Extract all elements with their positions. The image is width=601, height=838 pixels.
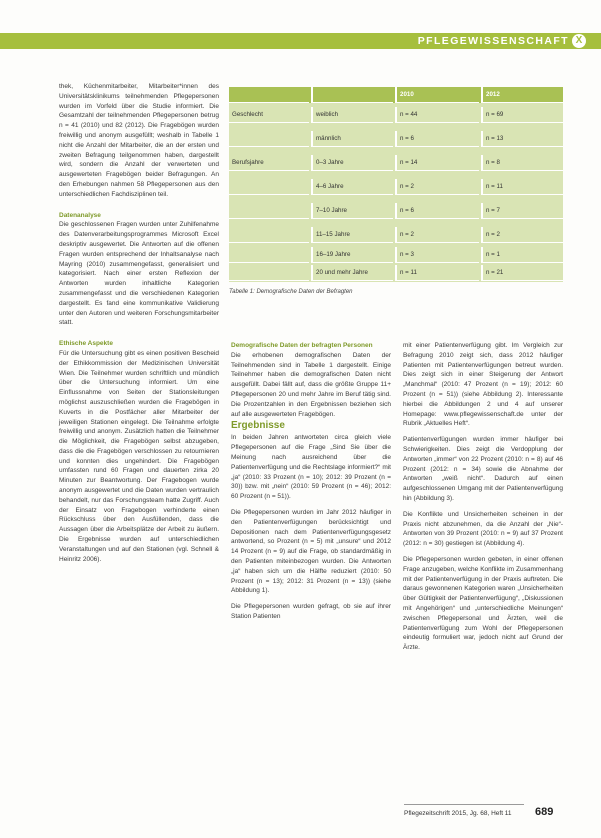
table-cell: n = 6 — [395, 203, 479, 219]
footer-journal-citation: Pflegezeitschrift 2015, Jg. 68, Heft 11 — [404, 810, 512, 817]
table-caption: Tabelle 1: Demografische Daten der Befragten — [229, 289, 353, 295]
table-header-cell: 2012 — [481, 87, 563, 103]
table-cell — [229, 265, 309, 281]
table-cell: n = 2 — [481, 227, 563, 243]
text-column-right — [403, 341, 563, 653]
section-header-label: PFLEGEWISSENSCHAFT — [417, 35, 569, 47]
table-row — [229, 265, 563, 281]
table-row — [229, 107, 563, 123]
paragraph: Für die Untersuchung gibt es einen positiven Bescheid der Ethikkommission der Medizinischen Universität Wien. Die Teilnehmer wurden schriftlich und mündlich über die Untersuchung informiert. Um eine Einflussnahme von Seiten der Stationsleitungen möglichst auszuschließen wurden die Fragebögen in Kuverts in die Postfächer aller Mitarbeiter der jeweiligen Stationen eingelegt. Die Teilnahme erfolgte freiwillig und anonym. Zusätzlich hatten die Teilnehmer die Möglichkeit, die Fragebögen selbst abzugeben, dass die die Fragebögen verschlossen zu retournieren und konnten dies ungehindert. Die Fragebögen umfassten rund 60 Fragen und dauerten zirka 20 Minuten zur Beantwortung. Der Fragebogen wurde anonym ausgewertet und die Daten wurden vertraulich behandelt, nur das Forschungsteam hatte Zugriff. Auch der Einsatz von Fragebogen verhinderte einen Rückschluss über den Ausfüllenden, dass die Aussagen über die Arbeitsplätze der Arbeit zu äußern. Die Ergebnisse wurden auf unterschiedlichen Veranstaltungen und auf den Stationen (vgl. Schnell & Heinritz 2006). — [59, 349, 219, 563]
page-number: 689 — [535, 806, 554, 818]
table-cell: 16–19 Jahre — [311, 247, 393, 263]
text-column-middle — [231, 341, 391, 622]
table-row — [229, 131, 563, 147]
table-cell: 4–6 Jahre — [311, 179, 393, 195]
table-cell — [229, 179, 309, 195]
subheading-data-analysis: Datenanalyse — [59, 211, 101, 219]
paragraph: Die geschlossenen Fragen wurden unter Zuhilfenahme des Datenverarbeitungsprogrammes Microsoft Excel deskriptiv ausgewertet. Die Antworten auf die offenen Fragen wurden entsprechend der Inhaltsanalyse nach Mayring (2010) zusammengefasst, generalisiert und kategorisiert. Nach einer ersten Reflexion der Antworten wurden inhaltliche Kategorien zusammengefasst und die verschiedenen Kategorien dargestellt. Es fand eine kommunikative Validierung unter den Autoren und weiteren Forschungsmitarbeiter statt. — [59, 221, 219, 327]
table-header-cell: 2010 — [395, 87, 479, 103]
table-cell: 0–3 Jahre — [311, 155, 393, 171]
table-cell: weiblich — [311, 107, 393, 123]
section-badge-icon: X — [572, 34, 586, 48]
table-cell: Geschlecht — [229, 107, 309, 123]
table-cell: männlich — [311, 131, 393, 147]
table-header-cell — [229, 87, 309, 103]
table-cell: n = 44 — [395, 107, 479, 123]
table-cell: n = 8 — [481, 155, 563, 171]
paragraph: Die Pflegepersonen wurden gebeten, in einer offenen Frage anzugeben, welche Konflikte im Zusammenhang mit der Patientenverfügung in der Praxis auftreten. Die daraus gewonnenen Kategorien waren „Unsicherheiten über Gültigkeit der Patientenverfügung“, „Diskussionen mit Angehörigen“ und „unterschiedliche Meinungen“ zwischen Pflegepersonal und Ärzten, weil die Patientenverfügung zum Wohl der Pflegepersonen eindeutig formuliert war, jedoch nicht auf Grund der Ärzte. — [403, 555, 563, 652]
table-cell: n = 2 — [395, 179, 479, 195]
section-heading-results: Ergebnisse — [231, 420, 285, 432]
paragraph: Die Pflegepersonen wurden gefragt, ob sie auf ihrer Station Patienten — [231, 603, 391, 620]
paragraph: Die erhobenen demografischen Daten der Teilnehmenden sind in Tabelle 1 dargestellt. Einige Teilnehmer haben die demografischen Daten nicht ausgefüllt. Dabei fällt auf, dass die größte Gruppe 11+ Pflegepersonen 20 und mehr Jahre im Beruf tätig sind. Die Prozentzahlen in den Ergebnissen beziehen sich auf alle ausgewerteten Fragebögen. — [231, 351, 391, 418]
table-cell — [229, 247, 309, 263]
table-cell: 7–10 Jahre — [311, 203, 393, 219]
table-cell: n = 13 — [481, 131, 563, 147]
paragraph: Patientenverfügungen wurden immer häufiger bei Schwierigkeiten. Dies zeigt die Verdopplung der Antworten „immer“ von 22 Prozent (2010: n = 8) auf 46 Prozent (2012: n = 34) sowie die Abnahme der Antworten „weiß nicht“. Dadurch auf einen aufgeschlossenen Umgang mit der Patientenverfügung hin (Abbildung 3). — [403, 436, 563, 502]
table-cell: n = 2 — [395, 227, 479, 243]
table-cell: n = 3 — [395, 247, 479, 263]
table-cell — [229, 227, 309, 243]
table-cell: n = 21 — [481, 265, 563, 281]
table-cell: Berufsjahre — [229, 155, 309, 171]
table-row — [229, 227, 563, 243]
table-cell: 20 und mehr Jahre — [311, 265, 393, 281]
footer-divider — [404, 804, 524, 805]
subheading-ethics: Ethische Aspekte — [59, 340, 113, 348]
paragraph: thek, Küchenmitarbeiter, Mitarbeiter*innen des Universitätsklinikums teilnehmenden Pflegepersonen wurden im Vorfeld über die Studie informiert. Die Gesamtzahl der teilnehmenden Pflegepersonen betrug n = 41 (2010) und 82 (2012). Die Fragebögen wurden freiwillig und anonym ausgefüllt; weshalb in Tabelle 1 nicht die Anzahl der Mitarbeiter, die an der ersten und zweiten Befragung teilgenommen haben, dargestellt wird, sondern die Anzahl der verwerteten und ausgewerteten Fragebögen beider Befragungen. An den Erhebungen nahmen 58 Pflegepersonen aus den unterschiedlichen Fachdisziplinen teil. — [59, 83, 219, 198]
table-cell — [229, 203, 309, 219]
table-row — [229, 155, 563, 171]
table-cell: n = 11 — [395, 265, 479, 281]
table-cell: n = 6 — [395, 131, 479, 147]
table-cell: n = 1 — [481, 247, 563, 263]
table-cell: n = 7 — [481, 203, 563, 219]
table-header-cell — [311, 87, 393, 103]
paragraph: Die Konflikte und Unsicherheiten scheinen in der Praxis nicht abzunehmen, da die Anzahl der „Nie“-Antworten von 39 Prozent (2010: n = 9) auf 37 Prozent (2012: n = 30) gestiegen ist (Abbildung 4). — [403, 510, 563, 548]
table-row — [229, 247, 563, 263]
table-header-row — [229, 87, 563, 103]
table-cell: n = 11 — [481, 179, 563, 195]
paragraph: In beiden Jahren antworteten circa gleich viele Pflegepersonen auf die Frage „Sind Sie über die Meinung nach ausreichend über die Patientenverfügung und die Rechtslage informiert?“ mit „ja“ (2010: 33 Prozent (n = 10); 2012: 39 Prozent (n = 30)) bzw. mit „nein“ (2010: 59 Prozent (n = 46); 2012: 60 Prozent (n = 51)). — [231, 434, 391, 501]
paragraph: mit einer Patientenverfügung gibt. Im Vergleich zur Befragung 2010 zeigt sich, dass 2012 häufiger Patienten mit Patientenverfügungen betreut wurden. Dies zeigt sich in einer Steigerung der Antwort „Manchmal“ (2010: 47 Prozent (n = 19); 2012: 60 Prozent (n = 51)) (siehe Abbildung 2). Interessante hierbei die Abbildungen 2 und 4 auf unserer Homepage: www.pflegewissenschaft.de unter der Rubrik „Aktuelles Heft“. — [403, 342, 563, 428]
table-cell: n = 69 — [481, 107, 563, 123]
text-column-left — [59, 82, 219, 564]
table-row — [229, 179, 563, 195]
table-cell: n = 14 — [395, 155, 479, 171]
subheading-demographics: Demografische Daten der befragten Personen — [231, 342, 373, 349]
paragraph: Die Pflegepersonen wurden im Jahr 2012 häufiger in den Patientenverfügungen berücksichtigt und Depositionen nach dem Patientenverfügungsgesetz antwortend, so Prozent (n = 5) mit „unsure“ und 2012 14 Prozent (n = 9) auf die Frage, ob standardmäßig in den Patienten miteinbezogen wurden. Die Antworten „ja“ haben sich um die Hälfte reduziert (2010: 50 Prozent (n = 13); 2012: 31 Prozent (n = 13)) (siehe Abbildung 1). — [231, 508, 391, 595]
table-cell: 11–15 Jahre — [311, 227, 393, 243]
demographics-table — [229, 87, 563, 282]
table-row — [229, 203, 563, 219]
table-cell — [229, 131, 309, 147]
